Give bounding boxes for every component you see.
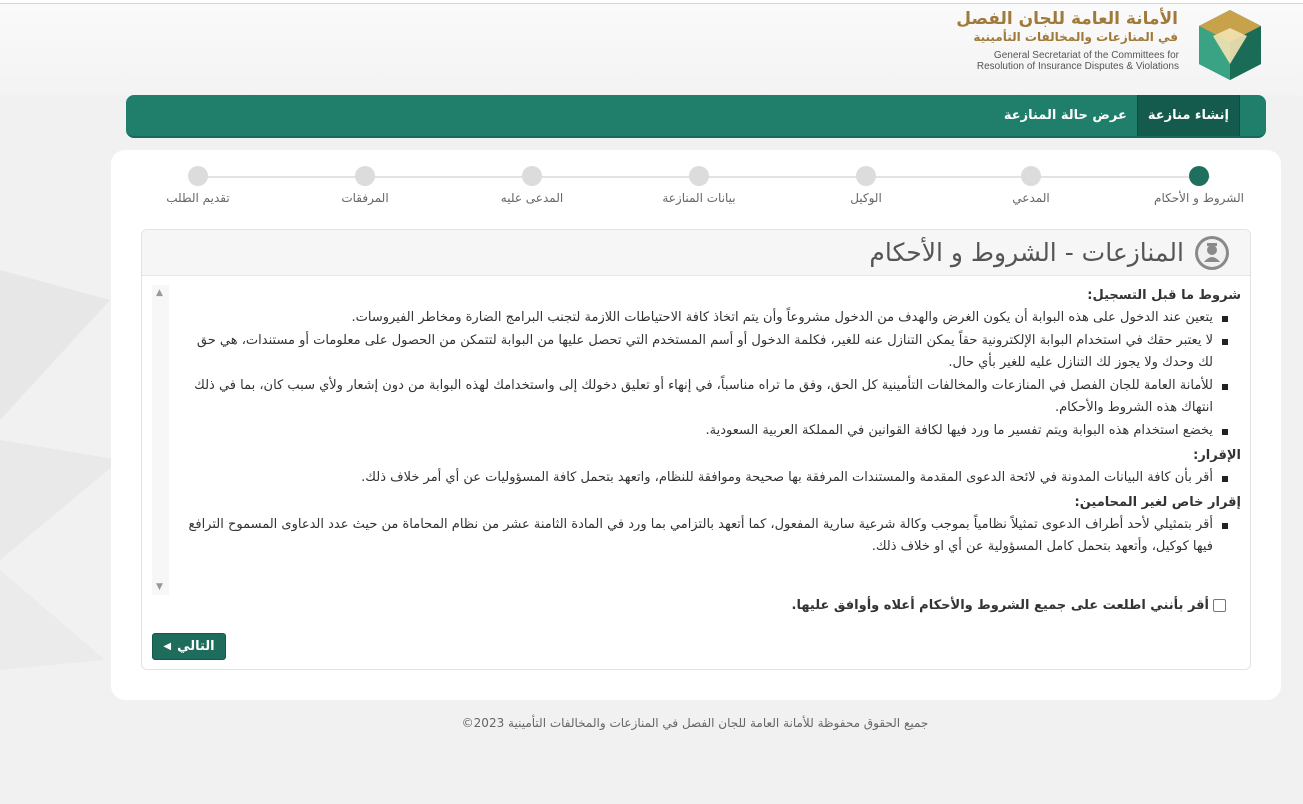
step-dispute-data [634,166,764,205]
footer-copyright: جميع الحقوق محفوظة للأمانة العامة للجان الفصل في المنازعات والمخالفات التأمينية 2023© [461,716,929,730]
non-lawyers-list [182,514,1241,558]
arrow-left-icon: ◀ [163,641,172,652]
list-item: يخضع استخدام هذه البوابة ويتم تفسير ما ورد فيها لكافة القوانين في المملكة العربية السعودية. [182,420,1231,442]
step-dot [1189,166,1209,186]
list-item: لا يعتبر حقك في استخدام البوابة الإلكترونية حقاً يمكن التنازل عنه للغير، فكلمة الدخول أو أسم المستخدم التي تحصل عليها من البوابة لتتمكن من الحصول على معلومات أو مستندات، هي حق لك وحدك ولا يجوز لك التنازل عليه للغير بأي حال. [182,330,1231,374]
step-submit [133,166,263,205]
terms-content [152,285,1241,558]
agree-row [792,598,1226,613]
step-dot [856,166,876,186]
scroll-up-icon[interactable]: ▲ [156,288,163,298]
step-plaintiff [966,166,1096,205]
step-terms [1134,166,1264,205]
agree-label[interactable]: أقر بأنني اطلعت على جميع الشروط والأحكام أعلاه وأوافق عليها. [791,598,1209,613]
list-item: أقر بأن كافة البيانات المدونة في لائحة الدعوى المقدمة والمستندات المرفقة بها صحيحة وموافقة للنظام، واتعهد بتحمل كافة المسؤوليات عن أي أمر خلاف ذلك. [182,467,1231,489]
next-button-label: التالي [177,639,215,654]
step-label: بيانات المنازعة [662,191,736,205]
scroll-down-icon[interactable]: ▼ [156,582,163,592]
vertical-scrollbar[interactable] [152,285,169,595]
step-label: الوكيل [850,191,882,205]
nav-create-dispute[interactable]: إنشاء منازعة [1137,95,1240,136]
org-name-ar-line2: في المنازعات والمخالفات التأمينية [973,30,1178,44]
org-name-en-line2: Resolution of Insurance Disputes & Violations [976,61,1179,72]
list-item: للأمانة العامة للجان الفصل في المنازعات والمخالفات التأمينية كل الحق، وفق ما تراه مناسباً، في إنهاء أو تعليق دخولك إلى واستخدامك لهذه البوابة من دون إشعار ولأي سبب كان، بما في ذلك انتهاك هذه الشروط والأحكام. [182,375,1231,419]
step-label: الشروط و الأحكام [1154,191,1244,205]
declaration-list [182,467,1241,489]
terms-scroll-area[interactable] [152,285,1241,595]
nav-dispute-status[interactable]: عرض حالة المنازعة [1003,108,1127,123]
step-label: المرفقات [341,191,389,205]
organization-logo-icon [1195,8,1265,82]
step-attachments [300,166,430,205]
step-agent [801,166,931,205]
section-title-declaration: الإقرار: [1193,448,1241,463]
main-card [111,150,1281,700]
main-navbar [126,95,1266,138]
step-dot [355,166,375,186]
step-dot [522,166,542,186]
step-label: المدعى عليه [500,191,564,205]
org-name-en-line1: General Secretariat of the Committees for [993,50,1179,61]
step-dot [689,166,709,186]
list-item: أقر بتمثيلي لأحد أطراف الدعوى تمثيلاً نظامياً بموجب وكالة شرعية سارية المفعول، كما أتعهد بالتزامي بما ورد في المادة الثامنة عشر من نظام المحاماة من حيث عدد الدعاوى المسموح الترافع فيها كوكيل، وأتعهد بتحمل كامل المسؤولية عن أي او خلاف ذلك. [182,514,1231,558]
step-dot [1021,166,1041,186]
step-label: المدعي [1012,191,1050,205]
section-title-non-lawyers: إقرار خاص لغير المحامين: [1074,495,1241,510]
wizard-steps [131,166,1264,206]
list-item: يتعين عند الدخول على هذه البوابة أن يكون الغرض والهدف من الدخول مشروعاً وأن يتم اتخاذ كافة الاحتياطات اللازمة لتجنب البرامج الضارة ومخاطر الفيروسات. [182,307,1231,329]
step-dot [188,166,208,186]
panel-header [142,230,1250,276]
terms-panel [141,229,1251,670]
person-badge-icon [1194,235,1230,271]
section-title-preregistration: شروط ما قبل التسجيل: [1087,288,1241,303]
step-defendant [467,166,597,205]
preregistration-list [182,307,1241,442]
step-label: تقديم الطلب [166,191,230,205]
agree-checkbox[interactable] [1213,599,1226,612]
next-button[interactable] [152,633,226,660]
panel-title: المنازعات - الشروط و الأحكام [869,238,1184,267]
org-name-ar-line1: الأمانة العامة للجان الفصل [956,9,1178,29]
